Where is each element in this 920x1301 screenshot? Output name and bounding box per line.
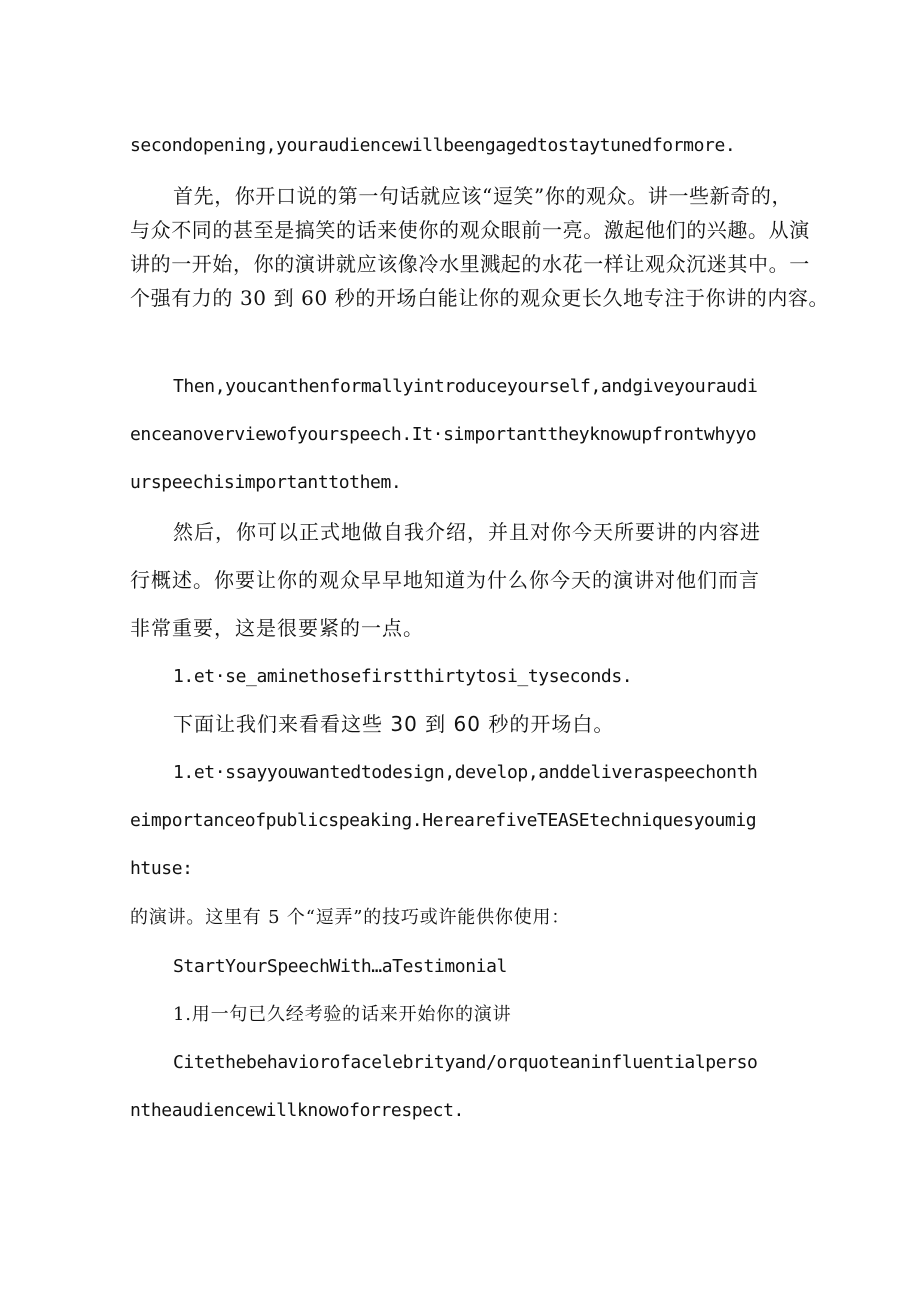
- text-line-14: 1.et·ssayyouwantedtodesign,develop,anddeliveraspeechonth: [173, 762, 758, 783]
- text-line-4: 讲的一开始，你的演讲就应该像冷水里溅起的水花一样让观众沉迷其中。一: [130, 252, 810, 276]
- text-line-5: 个强有力的 30 到 60 秒的开场白能让你的观众更长久地专注于你讲的内容。: [130, 286, 830, 310]
- text-line-10: 行概述。你要让你的观众早早地知道为什么你今天的演讲对他们而言: [130, 568, 760, 592]
- text-line-13: 下面让我们来看看这些 30 到 60 秒的开场白。: [173, 712, 615, 736]
- text-line-3: 与众不同的甚至是搞笑的话来使你的观众眼前一亮。激起他们的兴趣。从演: [130, 218, 810, 242]
- text-line-11: 非常重要，这是很要紧的一点。: [130, 616, 424, 640]
- text-line-21: ntheaudiencewillknowoforrespect.: [130, 1100, 464, 1121]
- text-line-16: htuse:: [130, 858, 193, 879]
- text-line-18: StartYourSpeechWith…aTestimonial: [173, 956, 507, 977]
- text-line-17: 的演讲。这里有 5 个“逗弄”的技巧或许能供你使用：: [130, 907, 571, 928]
- text-line-19: 1.用一句已久经考验的话来开始你的演讲: [173, 1004, 512, 1025]
- text-line-1: secondopening,youraudiencewillbeengagedtostaytunedformore.: [130, 135, 736, 156]
- text-line-9: 然后，你可以正式地做自我介绍，并且对你今天所要讲的内容进: [173, 520, 761, 544]
- text-line-8: urspeechisimportanttothem.: [130, 472, 402, 493]
- text-line-15: eimportanceofpublicspeaking.HerearefiveTEASEtechniquesyoumig: [130, 810, 757, 831]
- text-line-12: 1.et·se_aminethosefirstthirtytosi_tyseconds.: [173, 666, 633, 687]
- text-line-20: Citethebehaviorofacelebrityand/orquoteaninfluentialperso: [173, 1052, 758, 1073]
- text-line-7: enceanoverviewofyourspeech.It·simportanttheyknowupfrontwhyyo: [130, 424, 757, 445]
- text-line-2: 首先，你开口说的第一句话就应该“逗笑”你的观众。讲一些新奇的，: [173, 184, 793, 208]
- text-line-6: Then,youcanthenformallyintroduceyourself,andgiveyouraudi: [173, 376, 758, 397]
